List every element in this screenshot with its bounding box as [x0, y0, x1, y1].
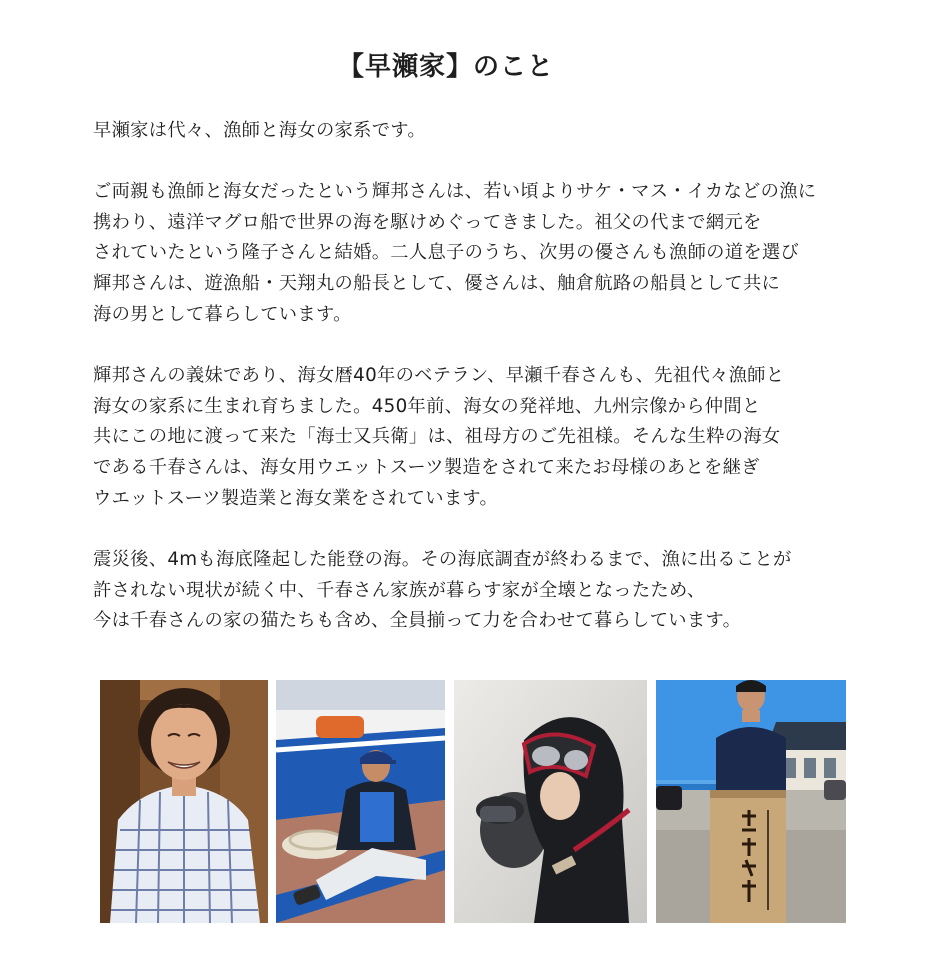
text-line: 震災後、4mも海底隆起した能登の海。その海底調査が終わるまで、漁に出ることが — [93, 548, 792, 570]
photo-woman-portrait — [100, 680, 268, 923]
text-line: 早瀬家は代々、漁師と海女の家系です。 — [93, 120, 426, 141]
text-line: 許されない現状が続く中、千春さん家族が暮らす家が全壊となったため、 — [93, 579, 706, 601]
text-line: 輝邦さんは、遊漁船・天翔丸の船長として、優さんは、舳倉航路の船員として共に — [93, 273, 781, 295]
text-line: である千春さんは、海女用ウエットスーツ製造をされて来たお母様のあとを継ぎ — [93, 457, 760, 479]
article-body — [93, 116, 913, 667]
text-line: 今は千春さんの家の猫たちも含め、全員揃って力を合わせて暮らしています。 — [93, 610, 742, 632]
text-line: 輝邦さんの義妹であり、海女暦40年のベテラン、早瀬千春さんも、先祖代々漁師と — [93, 364, 785, 386]
paragraph-terukuni — [93, 177, 913, 331]
text-line: 海の男として暮らしています。 — [93, 303, 352, 325]
text-line: 携わり、遠洋マグロ船で世界の海を駆けめぐってきました。祖父の代まで網元を — [93, 211, 762, 233]
paragraph-intro — [93, 116, 913, 147]
page-title: 【早瀬家】のこと — [337, 52, 554, 82]
photo-ama-diver — [454, 680, 647, 923]
paragraph-chiharu — [93, 361, 913, 515]
text-line: 海女の家系に生まれ育ちました。450年前、海女の発祥地、九州宗像から仲間と — [93, 395, 761, 417]
photo-fisherman-on-boat — [276, 680, 445, 923]
paragraph-earthquake — [93, 545, 913, 637]
text-line: ご両親も漁師と海女だったという輝邦さんは、若い頃よりサケ・マス・イカなどの漁に — [93, 180, 817, 202]
photo-young-man-with-sign — [656, 680, 846, 923]
text-line: されていたという隆子さんと結婚。二人息子のうち、次男の優さんも漁師の道を選び — [93, 242, 800, 264]
text-line: ウエットスーツ製造業と海女業をされています。 — [93, 487, 499, 509]
text-line: 共にこの地に渡って来た「海士又兵衛」は、祖母方のご先祖様。そんな生粋の海女 — [93, 426, 781, 448]
